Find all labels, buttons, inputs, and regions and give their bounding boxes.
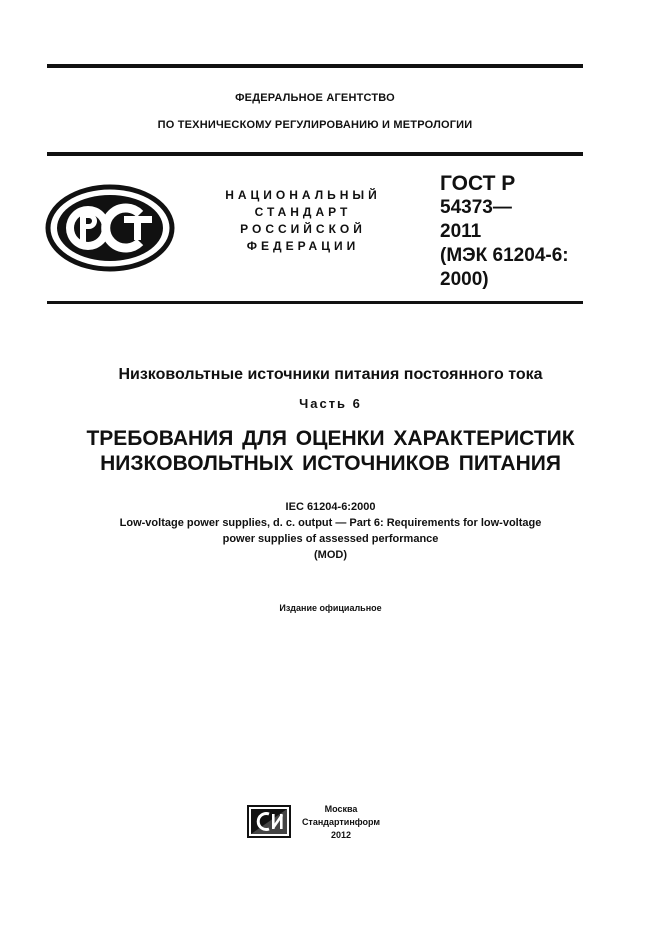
national-standard-line2: СТАНДАРТ	[254, 205, 352, 219]
standard-designation	[440, 172, 580, 292]
document-title-line1: ТРЕБОВАНИЯ ДЛЯ ОЦЕНКИ ХАРАКТЕРИСТИК	[86, 427, 575, 450]
top-rule	[47, 64, 583, 68]
iec-code: IEC 61204-6:2000	[285, 501, 376, 513]
designation-line2: 54373—	[440, 197, 512, 218]
designation-line3: 2011	[440, 221, 482, 242]
document-title	[0, 426, 661, 476]
header-rule	[47, 152, 583, 156]
publisher-info	[294, 803, 388, 842]
national-standard-line4: ФЕДЕРАЦИИ	[246, 239, 360, 253]
part-number: Часть 6	[299, 396, 362, 411]
publisher-name: Стандартинформ	[301, 817, 381, 827]
gost-r-logo-icon	[44, 183, 176, 273]
modification-mark: (MOD)	[314, 549, 347, 561]
national-standard-line3: РОССИЙСКОЙ	[240, 222, 366, 236]
publisher-city: Москва	[324, 804, 358, 814]
designation-line1: ГОСТ Р	[440, 172, 516, 195]
agency-name-line1: ФЕДЕРАЛЬНОЕ АГЕНТСТВО	[235, 92, 395, 104]
publication-year: 2012	[330, 830, 352, 840]
national-standard-line1: НАЦИОНАЛЬНЫЙ	[225, 188, 381, 202]
designation-line4: (МЭК 61204-6:	[440, 245, 569, 266]
standartinform-logo-icon	[247, 805, 291, 838]
agency-name-line2: ПО ТЕХНИЧЕСКОМУ РЕГУЛИРОВАНИЮ И МЕТРОЛОГИИ	[157, 119, 473, 131]
international-reference	[0, 499, 661, 563]
document-subtitle: Низковольтные источники питания постоянного тока	[118, 366, 543, 383]
english-title-line2: power supplies of assessed performance	[222, 533, 439, 545]
national-standard-label	[212, 187, 394, 255]
title-block-rule	[47, 301, 583, 304]
document-title-line2: НИЗКОВОЛЬТНЫХ ИСТОЧНИКОВ ПИТАНИЯ	[100, 452, 561, 475]
designation-line5: 2000)	[440, 269, 489, 290]
edition-label: Издание официальное	[279, 603, 382, 613]
english-title-line1: Low-voltage power supplies, d. c. output — Part 6: Requirements for low-voltage	[119, 517, 542, 529]
